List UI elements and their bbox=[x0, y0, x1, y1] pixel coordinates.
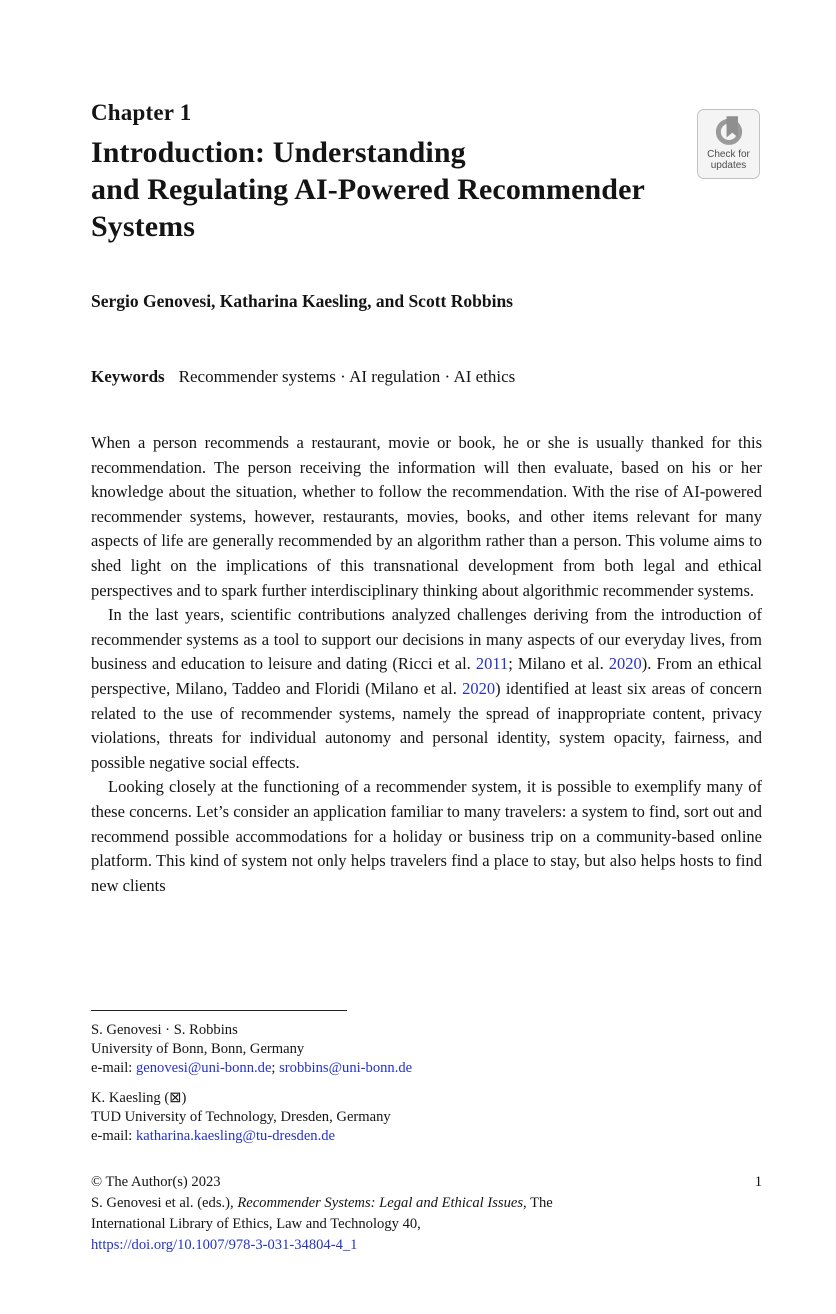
affiliation-email-line: e-mail: genovesi@uni-bonn.de; srobbins@uni-bonn.de bbox=[91, 1060, 413, 1077]
affiliation-kaesling bbox=[91, 1089, 762, 1147]
citation-line: S. Genovesi et al. (eds.), Recommender Systems: Legal and Ethical Issues, The bbox=[91, 1195, 553, 1211]
paragraph-2: In the last years, scientific contributions analyzed challenges deriving from the introduction of recommender systems as a tool to support our decisions in many aspects of our everyday lives, from business and education to leisure and dating (Ricci et al. 2011; Milano et al. 2020). From an ethical perspective, Milano, Taddeo and Floridi (Milano et al. 2020) identified at least six areas of concern related to the use of recommender systems, namely the spread of inappropriate content, privacy violations, threats for individual autonomy and personal identity, system opacity, fairness, and possible negative social effects. bbox=[91, 605, 762, 772]
keywords-line bbox=[91, 367, 515, 387]
keywords-items: Recommender systems · AI regulation · AI ethics bbox=[178, 367, 516, 386]
paragraph-1: When a person recommends a restaurant, movie or book, he or she is usually thanked for this recommendation. The person receiving the information will then evaluate, based on his or her knowledge about the situation, whether to follow the recommendation. With the rise of AI-powered recommender systems, however, restaurants, movies, books, and other items relevant for many aspects of life are generally recommended by an algorithm rather than a person. This volume aims to shed light on the implications of this transnational development from both legal and ethical perspectives and to spark further interdisciplinary thinking about algorithmic recommender systems. bbox=[91, 433, 762, 600]
inline-link[interactable]: srobbins@uni-bonn.de bbox=[279, 1060, 413, 1077]
inline-link[interactable]: 2020 bbox=[462, 678, 496, 698]
check-for-updates-badge[interactable] bbox=[697, 109, 760, 179]
page-number: 1 bbox=[754, 1174, 762, 1190]
inline-link[interactable]: https://doi.org/10.1007/978-3-031-34804-4_1 bbox=[91, 1237, 358, 1253]
affiliation-institution: University of Bonn, Bonn, Germany bbox=[91, 1041, 305, 1058]
chapter-title bbox=[91, 134, 701, 245]
title-line-2: and Regulating AI-Powered Recommender bbox=[91, 173, 645, 206]
affiliation-authors: K. Kaesling (⊠) bbox=[91, 1089, 187, 1106]
inline-link[interactable]: katharina.kaesling@tu-dresden.de bbox=[135, 1128, 336, 1145]
title-line-1: Introduction: Understanding bbox=[91, 136, 466, 169]
check-badge-label bbox=[698, 149, 759, 171]
footnote-separator bbox=[91, 1010, 347, 1011]
doi-link[interactable] bbox=[91, 1235, 762, 1256]
affiliation-genovesi-robbins bbox=[91, 1021, 762, 1079]
footer-citation-block bbox=[91, 1172, 762, 1256]
affiliation-authors: S. Genovesi · S. Robbins bbox=[91, 1022, 238, 1038]
inline-link[interactable]: genovesi@uni-bonn.de bbox=[135, 1060, 272, 1077]
chapter-label: Chapter 1 bbox=[91, 100, 192, 125]
affiliation-email-line: e-mail: katharina.kaesling@tu-dresden.de bbox=[91, 1128, 336, 1145]
series-line: International Library of Ethics, Law and Technology 40, bbox=[91, 1216, 421, 1232]
affiliation-institution: TUD University of Technology, Dresden, Germany bbox=[91, 1108, 391, 1125]
authors-line: Sergio Genovesi, Katharina Kaesling, and Scott Robbins bbox=[91, 291, 513, 311]
paragraph-3: Looking closely at the functioning of a recommender system, it is possible to exemplify many of these concerns. Let’s consider an application familiar to many travelers: a system to find, sort out and recommend possible accommodations for a holiday or business trip on a community-based online platform. This kind of system not only helps travelers find a place to stay, but also helps hosts to find new clients bbox=[91, 777, 762, 895]
title-line-3: Systems bbox=[91, 210, 196, 243]
inline-link[interactable]: 2011 bbox=[475, 654, 509, 674]
inline-link[interactable]: 2020 bbox=[608, 654, 642, 674]
footnotes bbox=[91, 1021, 762, 1156]
bookmark-circle-icon bbox=[711, 113, 747, 149]
keywords-label: Keywords bbox=[91, 367, 165, 386]
copyright-line: © The Author(s) 2023 bbox=[91, 1174, 221, 1190]
check-badge-label-line2: updates bbox=[710, 160, 747, 171]
body-text bbox=[91, 431, 762, 898]
check-badge-label-line1: Check for bbox=[707, 149, 750, 160]
